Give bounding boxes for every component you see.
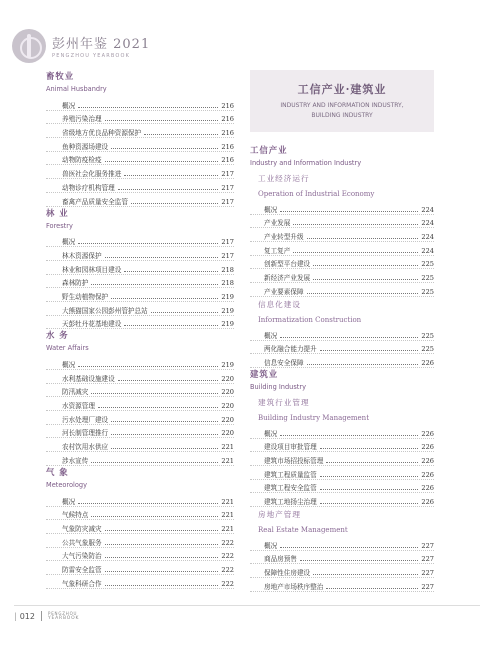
toc-entry-label: 建设项目审批管理 (264, 443, 317, 452)
toc-entry[interactable] (46, 575, 234, 589)
toc-leader-dots (320, 489, 419, 490)
toc-entry[interactable] (46, 193, 234, 207)
toc-entry-label: 森林防护 (62, 279, 89, 288)
toc-entry-page: 224 (421, 205, 434, 214)
toc-leader-dots (320, 350, 419, 351)
toc-entry[interactable] (46, 425, 234, 439)
footer-bar-icon: | (14, 611, 17, 621)
section-title-en: Industry and Information Industry (250, 159, 362, 167)
section-title-en: Forestry (46, 221, 73, 230)
toc-entry[interactable] (46, 261, 234, 275)
toc-entry[interactable] (46, 316, 234, 330)
toc-entry-page: 226 (421, 470, 434, 479)
toc-entry-label: 概况 (62, 238, 76, 247)
toc-leader-dots (144, 134, 218, 135)
toc-leader-dots (307, 364, 419, 365)
toc-entry-page: 222 (221, 579, 234, 588)
toc-entry-label: 公共气象服务 (62, 538, 102, 547)
toc-entry[interactable] (250, 578, 434, 592)
toc-entry-label: 动物防疫检疫 (62, 156, 102, 165)
toc-entry-page: 225 (421, 260, 434, 269)
toc-leader-dots (105, 257, 219, 258)
page-footer (14, 611, 79, 621)
toc-leader-dots (151, 312, 219, 313)
toc-entry-page: 217 (221, 238, 234, 247)
toc-leader-dots (105, 161, 219, 162)
toc-entry-label: 防雷安全监管 (62, 565, 102, 574)
toc-entry-page: 222 (221, 552, 234, 561)
toc-entry-label: 大熊猫国家公园彭州管护总站 (62, 306, 148, 315)
footer-line2: YEARBOOK (47, 616, 80, 621)
toc-entry[interactable] (250, 354, 434, 368)
toc-section (250, 368, 434, 592)
chapter-banner-subtitle-line1: INDUSTRY AND INFORMATION INDUSTRY, (280, 102, 404, 109)
toc-entry-page: 217 (221, 251, 234, 260)
toc-leader-dots (91, 462, 218, 463)
toc-entry-page: 225 (421, 287, 434, 296)
toc-leader-dots (124, 271, 218, 272)
chapter-banner (250, 70, 434, 132)
toc-entry-label: 建筑工程质量监管 (264, 470, 317, 479)
toc-entry[interactable] (250, 269, 434, 283)
toc-entry-page: 220 (221, 429, 234, 438)
toc-leader-dots (326, 588, 418, 589)
toc-entry-label: 概况 (62, 101, 76, 110)
toc-entry[interactable] (46, 411, 234, 425)
toc-entry-label: 概况 (264, 541, 278, 550)
toc-entry-page: 227 (421, 569, 434, 578)
toc-entry[interactable] (46, 97, 234, 111)
section-title-zh: 气 象 (46, 466, 69, 477)
toc-entry-label: 概况 (264, 205, 278, 214)
toc-entry-page: 221 (221, 443, 234, 452)
toc-leader-dots (320, 476, 419, 477)
toc-entry-label: 农村饮用水供应 (62, 443, 109, 452)
toc-leader-dots (118, 189, 219, 190)
toc-entry[interactable] (46, 438, 234, 452)
subsection-title-zh: 信息化建设 (258, 299, 301, 309)
toc-entry-label: 林木资源保护 (62, 251, 102, 260)
chapter-banner-title: 工信产业·建筑业 (297, 83, 387, 96)
toc-entry-page: 221 (221, 524, 234, 533)
toc-entry-page: 221 (221, 497, 234, 506)
toc-entry-page: 222 (221, 538, 234, 547)
header-subtitle: PENGZHOU YEARBOOK (52, 53, 131, 59)
toc-entry-page: 220 (221, 402, 234, 411)
toc-entry[interactable] (250, 256, 434, 270)
toc-leader-dots (293, 252, 418, 253)
footer-divider (14, 605, 480, 606)
toc-entry-label: 气象科研合作 (62, 579, 102, 588)
toc-entry-page: 219 (221, 361, 234, 369)
toc-entry-page: 226 (421, 498, 434, 506)
toc-entry-page: 218 (221, 279, 234, 288)
toc-entry-page: 222 (221, 565, 234, 574)
toc-entry-label: 复工复产 (264, 246, 291, 255)
toc-leader-dots (293, 224, 418, 225)
toc-entry-page: 220 (221, 388, 234, 397)
toc-entry-label: 信息安全保障 (264, 358, 304, 367)
toc-entry[interactable] (250, 439, 434, 453)
section-title-zh: 工信产业 (250, 145, 288, 155)
yearbook-logo-icon (12, 29, 46, 63)
toc-leader-dots (300, 560, 418, 561)
toc-leader-dots (280, 337, 418, 338)
toc-leader-dots (307, 238, 419, 239)
toc-leader-dots (105, 557, 219, 558)
toc-leader-dots (326, 462, 418, 463)
toc-entry-label: 气候特点 (62, 511, 89, 520)
toc-entry-label: 动物诊疗机构管理 (62, 183, 115, 192)
header-text (52, 33, 150, 59)
toc-leader-dots (105, 120, 219, 121)
toc-entry-page: 221 (221, 456, 234, 465)
toc-entry-label: 养殖污染治理 (62, 115, 102, 124)
toc-leader-dots (307, 293, 419, 294)
toc-leader-dots (280, 547, 418, 548)
toc-entry-label: 两化融合能力提升 (264, 345, 317, 354)
header-title: 彭州年鉴 2021 (52, 37, 151, 52)
toc-entry[interactable] (250, 341, 434, 355)
toc-entry-label: 防汛减灾 (62, 388, 89, 397)
toc-entry[interactable] (46, 165, 234, 179)
toc-leader-dots (105, 571, 219, 572)
toc-entry-label: 新经济产业发展 (264, 274, 311, 283)
subsection-title-zh: 房地产管理 (258, 510, 301, 519)
subsection-title-en: Informatization Construction (258, 315, 362, 324)
toc-entry-page: 224 (421, 233, 434, 242)
toc-entry[interactable] (46, 234, 234, 248)
toc-entry[interactable] (46, 397, 234, 411)
toc-leader-dots (124, 325, 218, 326)
toc-right-sections (250, 144, 434, 592)
toc-leader-dots (313, 265, 418, 266)
toc-entry-label: 兽医社会化服务推进 (62, 170, 122, 179)
toc-leader-dots (78, 366, 218, 367)
toc-entry-label: 林业和园林项目建设 (62, 265, 122, 274)
toc-entry-page: 226 (421, 358, 434, 367)
toc-entry[interactable] (250, 242, 434, 256)
toc-entry[interactable] (46, 288, 234, 302)
toc-section (250, 144, 434, 368)
toc-leader-dots (320, 503, 419, 504)
section-title-zh: 林 业 (46, 207, 69, 218)
section-title-zh: 建筑业 (250, 368, 279, 379)
toc-entry[interactable] (250, 201, 434, 215)
section-title-zh: 畜牧业 (46, 71, 75, 81)
toc-entry-label: 大气污染防治 (62, 552, 102, 561)
toc-entry[interactable] (46, 534, 234, 548)
toc-entry-label: 涉水宣传 (62, 456, 89, 465)
toc-entry[interactable] (46, 179, 234, 193)
toc-leader-dots (78, 107, 218, 108)
toc-entry[interactable] (250, 551, 434, 565)
toc-entry-page: 226 (421, 443, 434, 452)
toc-leader-dots (111, 434, 218, 435)
toc-leader-dots (111, 298, 218, 299)
toc-entry-page: 217 (221, 183, 234, 192)
toc-entry-label: 概况 (264, 331, 278, 340)
toc-entry-page: 227 (421, 555, 434, 564)
toc-entry-label: 气象防灾减灾 (62, 524, 102, 533)
toc-leader-dots (111, 448, 218, 449)
toc-left-column (46, 70, 234, 589)
footer-separator (41, 611, 42, 621)
toc-entry-page: 219 (221, 306, 234, 315)
toc-entry-page: 226 (421, 429, 434, 438)
toc-entry-label: 建筑工地扬尘治理 (264, 498, 317, 506)
toc-entry[interactable] (46, 356, 234, 370)
toc-entry-label: 产业要素保障 (264, 287, 304, 296)
toc-entry[interactable] (250, 283, 434, 297)
toc-leader-dots (91, 516, 218, 517)
toc-entry-page: 221 (221, 511, 234, 520)
toc-entry-label: 创新型平台建设 (264, 260, 311, 269)
toc-entry-label: 省级地方优良品种资源保护 (62, 129, 142, 138)
toc-section (46, 70, 234, 207)
toc-entry[interactable] (46, 520, 234, 534)
subsection-title-zh: 工业经济运行 (258, 174, 310, 183)
toc-entry[interactable] (250, 215, 434, 229)
toc-entry[interactable] (46, 124, 234, 138)
toc-entry-page: 217 (221, 170, 234, 179)
toc-entry-page: 225 (421, 331, 434, 340)
toc-entry[interactable] (250, 564, 434, 578)
toc-entry-page: 216 (221, 129, 234, 138)
toc-entry-page: 217 (221, 197, 234, 206)
toc-entry[interactable] (250, 425, 434, 439)
toc-leader-dots (98, 407, 218, 408)
toc-entry-label: 概况 (264, 429, 278, 438)
toc-entry-page: 220 (221, 374, 234, 383)
toc-leader-dots (131, 203, 218, 204)
toc-leader-dots (320, 448, 419, 449)
toc-entry[interactable] (250, 537, 434, 551)
toc-leader-dots (280, 435, 418, 436)
subsection-title-en: Building Industry Management (258, 413, 370, 422)
toc-leader-dots (78, 243, 218, 244)
toc-entry-page: 219 (221, 320, 234, 329)
footer-line1: PENGZHOU (47, 611, 78, 616)
toc-entry-page: 219 (221, 292, 234, 301)
toc-entry-label: 商品房预售 (264, 555, 297, 564)
toc-leader-dots (111, 421, 218, 422)
toc-entry[interactable] (46, 561, 234, 575)
section-title-zh: 水 务 (46, 330, 69, 341)
toc-section (46, 329, 234, 466)
page-header (12, 28, 150, 64)
section-title-en: Water Affairs (46, 344, 89, 353)
subsection-title-en: Operation of Industrial Economy (258, 190, 375, 198)
toc-entry-label: 概况 (62, 361, 76, 369)
toc-leader-dots (111, 148, 218, 149)
toc-entry-label: 水利基础设施建设 (62, 374, 115, 383)
toc-entry-label: 建筑工程安全监管 (264, 484, 317, 493)
toc-entry-label: 产业发展 (264, 219, 291, 228)
toc-entry-page: 226 (421, 484, 434, 493)
toc-leader-dots (78, 503, 218, 504)
toc-leader-dots (105, 544, 219, 545)
section-title-en: Meteorology (46, 480, 87, 489)
toc-leader-dots (105, 585, 219, 586)
section-title-en: Animal Husbandry (46, 85, 107, 93)
toc-right-column (250, 70, 434, 592)
toc-entry-label: 污水处理厂建设 (62, 415, 109, 424)
toc-entry[interactable] (46, 247, 234, 261)
toc-entry-page: 227 (421, 582, 434, 591)
toc-entry-label: 产业转型升级 (264, 233, 304, 242)
toc-leader-dots (105, 530, 219, 531)
toc-entry-label: 概况 (62, 497, 76, 506)
toc-entry-label: 天彭牡丹花基地建设 (62, 320, 122, 329)
toc-section (46, 207, 234, 330)
toc-leader-dots (313, 574, 418, 575)
toc-entry[interactable] (250, 466, 434, 480)
toc-entry-page: 220 (221, 415, 234, 424)
toc-entry-page: 216 (221, 142, 234, 151)
toc-entry-page: 224 (421, 246, 434, 255)
toc-entry-label: 房地产市场秩序整治 (264, 582, 324, 591)
toc-section (46, 466, 234, 589)
toc-entry-label: 畜禽产品质量安全监管 (62, 197, 128, 206)
toc-entry-page: 218 (221, 265, 234, 274)
toc-entry[interactable] (46, 548, 234, 562)
toc-entry-label: 建筑市场招投标管理 (264, 456, 324, 465)
subsection-title-zh: 建筑行业管理 (258, 397, 310, 407)
toc-entry-label: 保障性住房建设 (264, 569, 311, 578)
toc-entry[interactable] (250, 480, 434, 494)
toc-entry-page: 216 (221, 115, 234, 124)
toc-entry-page: 225 (421, 345, 434, 354)
toc-entry[interactable] (250, 452, 434, 466)
toc-entry-page: 216 (221, 101, 234, 110)
toc-entry[interactable] (46, 138, 234, 152)
section-title-en: Building Industry (250, 382, 306, 391)
toc-entry[interactable] (46, 493, 234, 507)
toc-leader-dots (118, 380, 219, 381)
toc-entry-page: 225 (421, 274, 434, 283)
toc-entry[interactable] (250, 228, 434, 242)
toc-entry-page: 227 (421, 541, 434, 550)
toc-leader-dots (91, 284, 218, 285)
toc-entry[interactable] (250, 493, 434, 507)
toc-entry-label: 鱼种资源场建设 (62, 142, 109, 151)
toc-leader-dots (313, 279, 418, 280)
toc-entry-label: 水资源管理 (62, 402, 95, 411)
toc-entry[interactable] (46, 152, 234, 166)
subsection-title-en: Real Estate Management (258, 526, 348, 534)
chapter-banner-subtitle-line2: BUILDING INDUSTRY (311, 112, 373, 119)
toc-leader-dots (91, 393, 218, 394)
toc-leader-dots (280, 211, 418, 212)
toc-entry[interactable] (46, 384, 234, 398)
toc-entry[interactable] (46, 111, 234, 125)
toc-entry[interactable] (46, 507, 234, 521)
toc-entry-page: 226 (421, 456, 434, 465)
toc-entry-page: 216 (221, 156, 234, 165)
toc-entry[interactable] (46, 275, 234, 289)
toc-entry[interactable] (46, 302, 234, 316)
page-number: 012 (19, 611, 35, 621)
toc-leader-dots (124, 175, 218, 176)
footer-text (48, 611, 79, 621)
toc-entry[interactable] (46, 370, 234, 384)
toc-entry-page: 224 (421, 219, 434, 228)
toc-entry-label: 河长制管理推行 (62, 429, 109, 438)
toc-entry[interactable] (250, 327, 434, 341)
toc-entry-label: 野生动植物保护 (62, 292, 109, 301)
toc-entry[interactable] (46, 452, 234, 466)
